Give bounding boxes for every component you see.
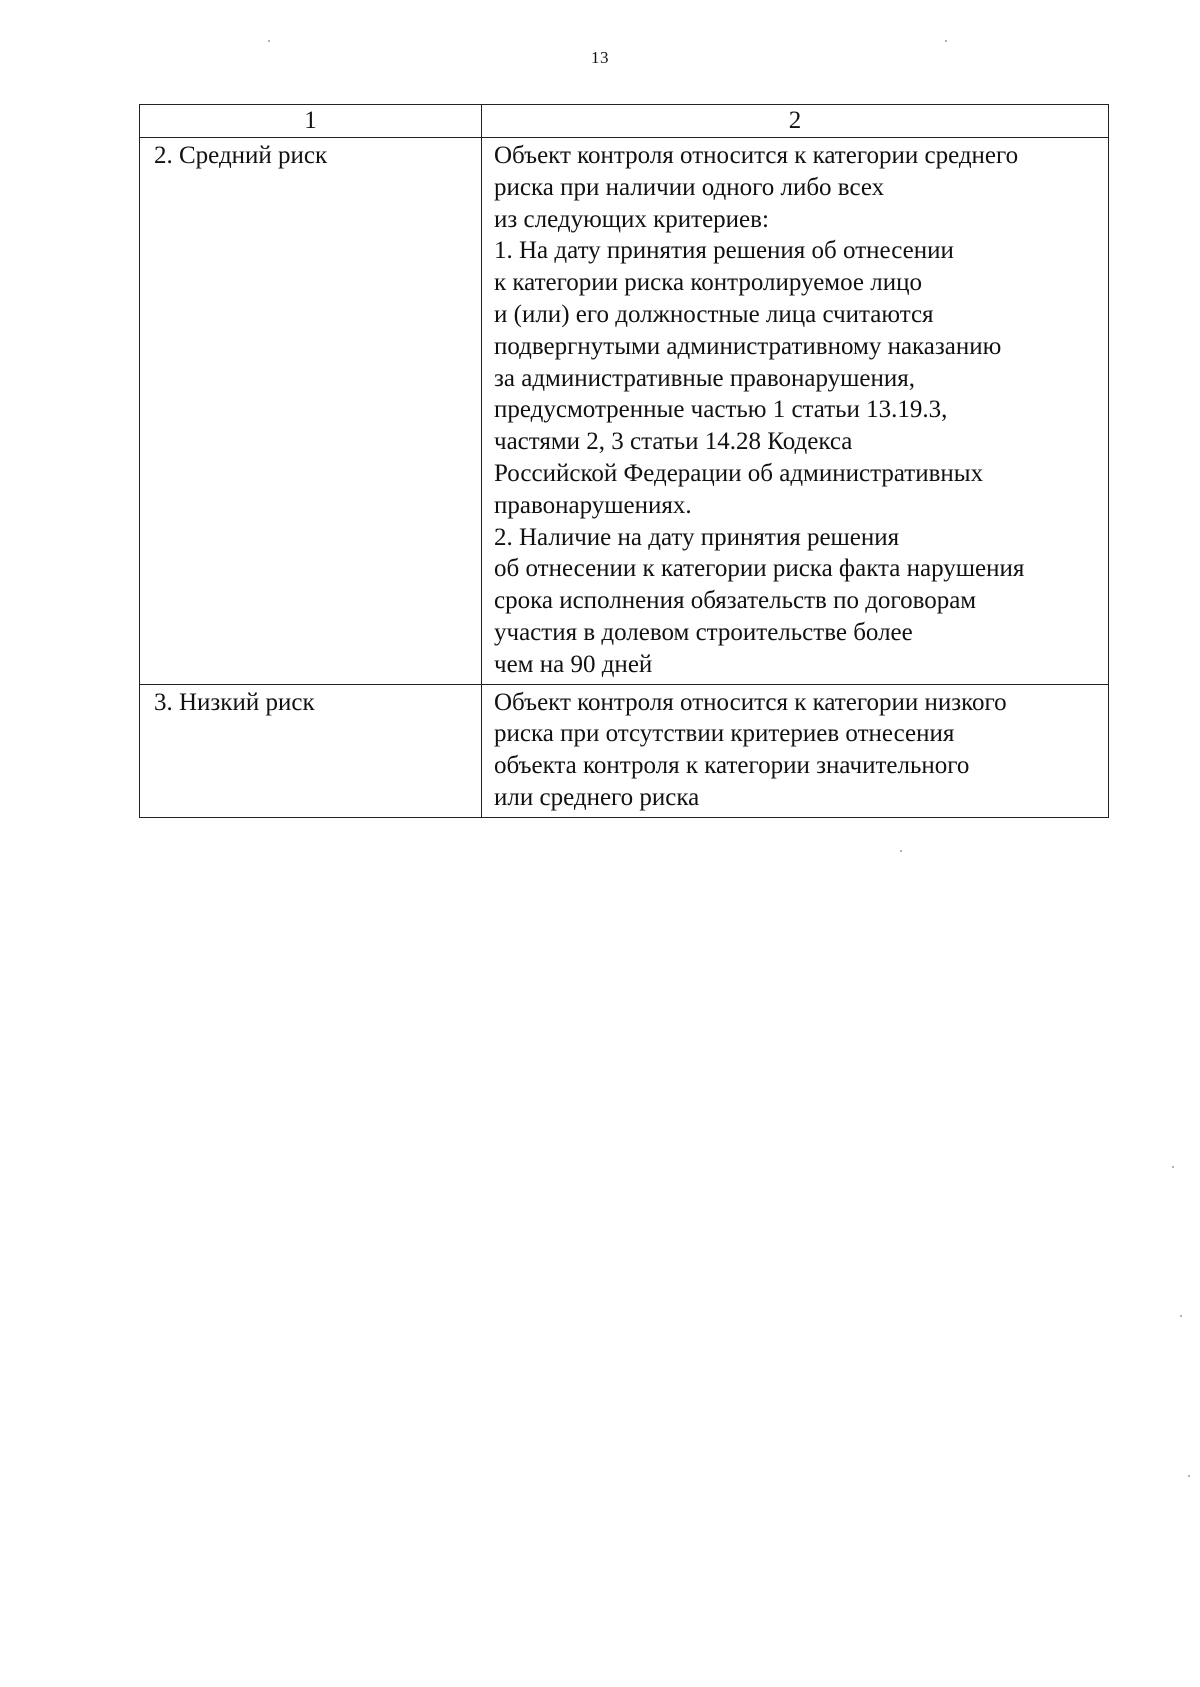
scan-speck [1180,1315,1182,1317]
scan-speck [268,40,270,42]
criteria-line: участия в долевом строительстве более [494,618,913,646]
criteria-line: Объект контроля относится к категории среднего [494,142,1019,169]
criteria-line: к категории риска контролируемое лицо [494,269,923,297]
criteria-line: 2. Наличие на дату принятия решения [494,523,900,551]
scan-speck [945,40,947,42]
criteria-line: предусмотренные частью 1 статьи 13.19.3, [494,396,948,424]
criteria-line: риска при наличии одного либо всех [494,173,885,201]
risk-criteria-cell [482,138,1109,685]
risk-category-cell: 3. Низкий риск [140,684,482,817]
page-number: 13 [591,48,609,67]
risk-criteria-cell [482,684,1109,817]
criteria-line: Российской Федерации об административных [494,459,984,487]
table-row-low-risk [140,684,1109,817]
column-header-2: 2 [482,105,1109,138]
criteria-line: за административные правонарушения, [494,364,916,392]
criteria-line: чем на 90 дней [494,650,653,678]
scan-speck [900,850,902,852]
risk-category-cell: 2. Средний риск [140,138,482,685]
criteria-line: риска при отсутствии критериев отнесения [494,720,955,748]
criteria-line: объекта контроля к категории значительного [494,752,970,780]
criteria-line: или среднего риска [494,783,700,811]
table-header-row [140,105,1109,138]
table-row-medium-risk [140,138,1109,685]
criteria-line: частями 2, 3 статьи 14.28 Кодекса [494,428,853,456]
criteria-line: срока исполнения обязательств по договорам [494,587,977,615]
criteria-line: из следующих критериев: [494,205,769,233]
criteria-line: правонарушениях. [494,491,692,519]
criteria-line: 1. На дату принятия решения об отнесении [494,237,954,265]
criteria-line: подвергнутыми административному наказанию [494,332,1002,360]
scan-speck [1188,1475,1190,1477]
criteria-line: об отнесении к категории риска факта нарушения [494,555,1025,583]
criteria-line: Объект контроля относится к категории низкого [494,688,1007,716]
scan-speck [1172,1166,1174,1168]
criteria-line: и (или) его должностные лица считаются [494,300,934,328]
column-header-1: 1 [140,105,482,138]
risk-category-table [139,104,1109,818]
